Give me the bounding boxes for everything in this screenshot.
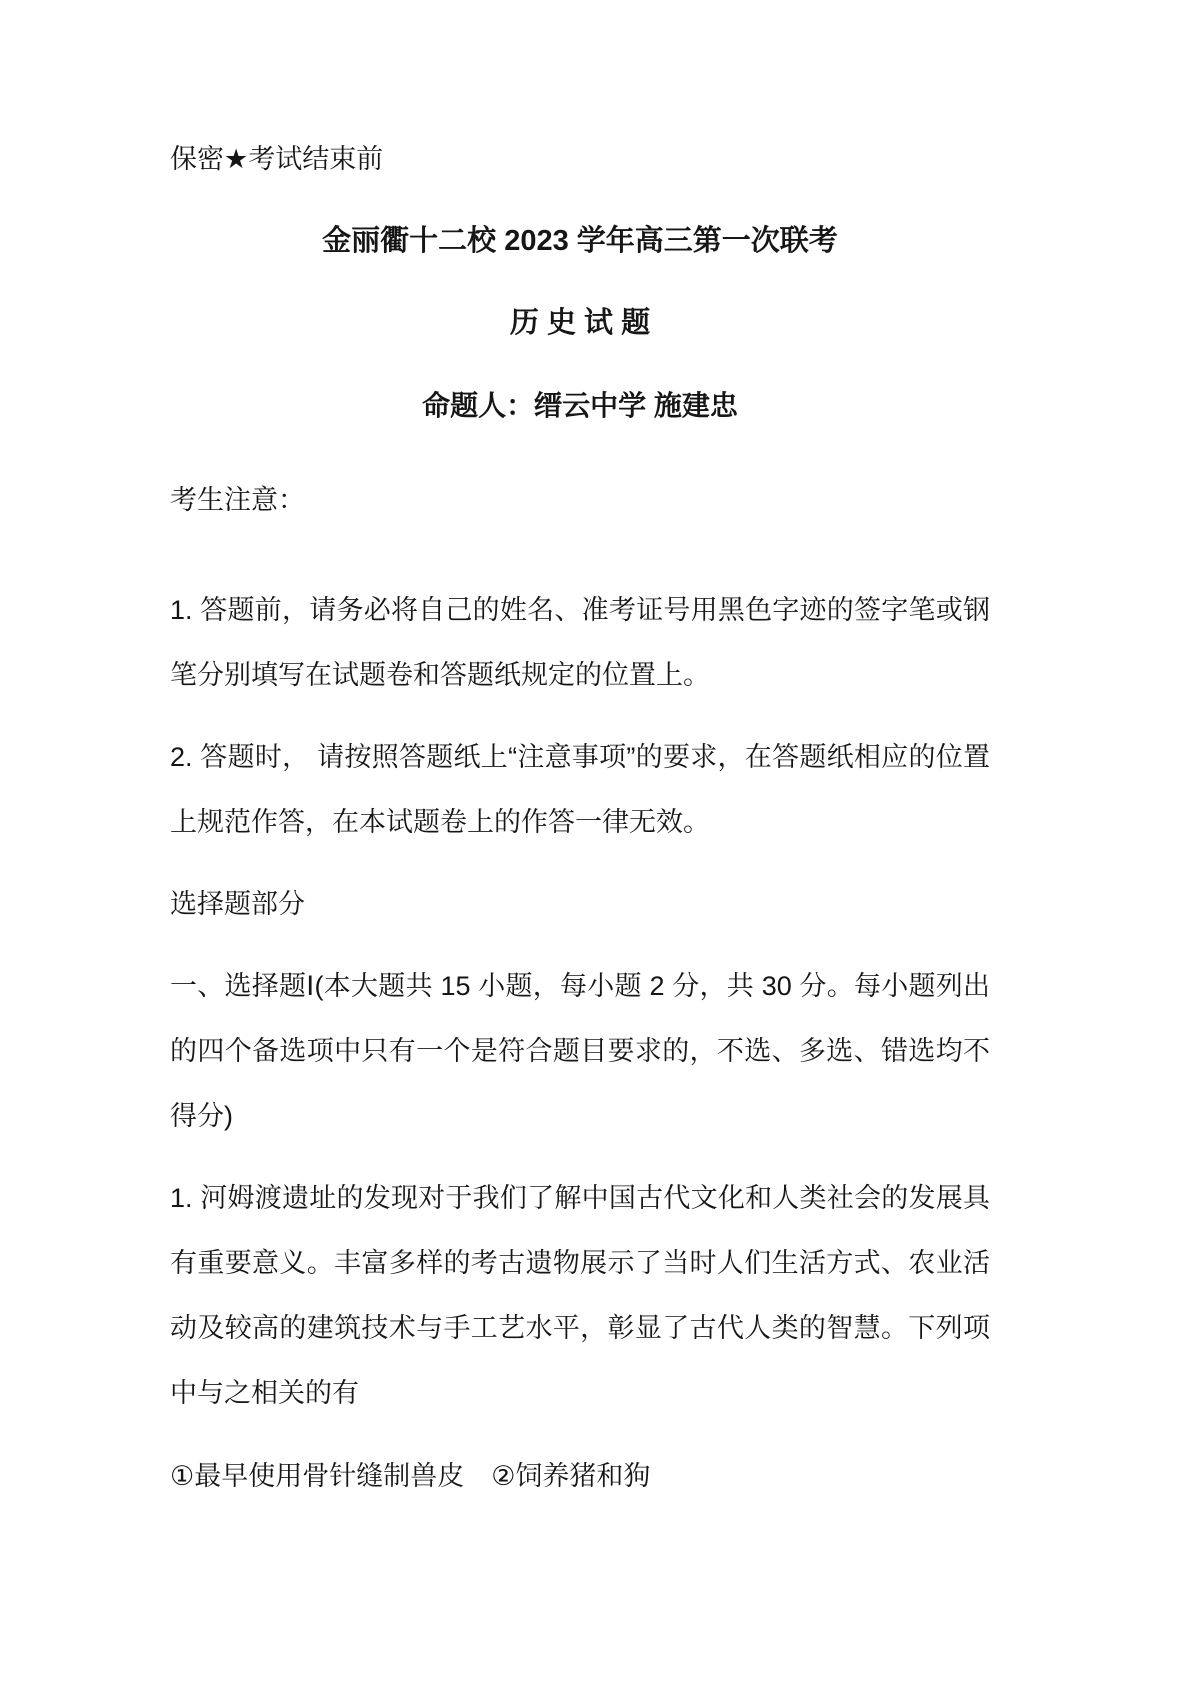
subject-title: 历 史 试 题 [509, 307, 651, 339]
exam-title: 金丽衢十二校 2023 学年高三第一次联考 [322, 225, 838, 257]
notice-item-1: 1. 答题前，请务必将自己的姓名、准考证号用黑色字迹的签字笔或钢笔分别填写在试题卷和答题纸规定的位置上。 [170, 595, 990, 690]
section-part-label: 选择题部分 [170, 889, 305, 919]
candidate-notice-heading: 考生注意： [170, 485, 305, 515]
author-line: 命题人：缙云中学 施建忠 [422, 390, 738, 421]
question-1-stem: 1. 河姆渡遗址的发现对于我们了解中国古代文化和人类社会的发展具有重要意义。丰富多样的考古遗物展示了当时人们生活方式、农业活动及较高的建筑技术与手工艺水平，彰显了古代人类的智慧。下列项中与之相关的有 [170, 1183, 990, 1408]
security-notice: 保密★考试结束前 [170, 144, 384, 174]
question-1-options: ①最早使用骨针缝制兽皮 ②饲养猪和狗 [170, 1461, 651, 1491]
section-instruction: 一、选择题Ⅰ(本大题共 15 小题，每小题 2 分，共 30 分。每小题列出的四个备选项中只有一个是符合题目要求的，不选、多选、错选均不得分) [170, 971, 990, 1131]
notice-item-2: 2. 答题时， 请按照答题纸上“注意事项”的要求，在答题纸相应的位置上规范作答，在本试题卷上的作答一律无效。 [170, 742, 990, 837]
